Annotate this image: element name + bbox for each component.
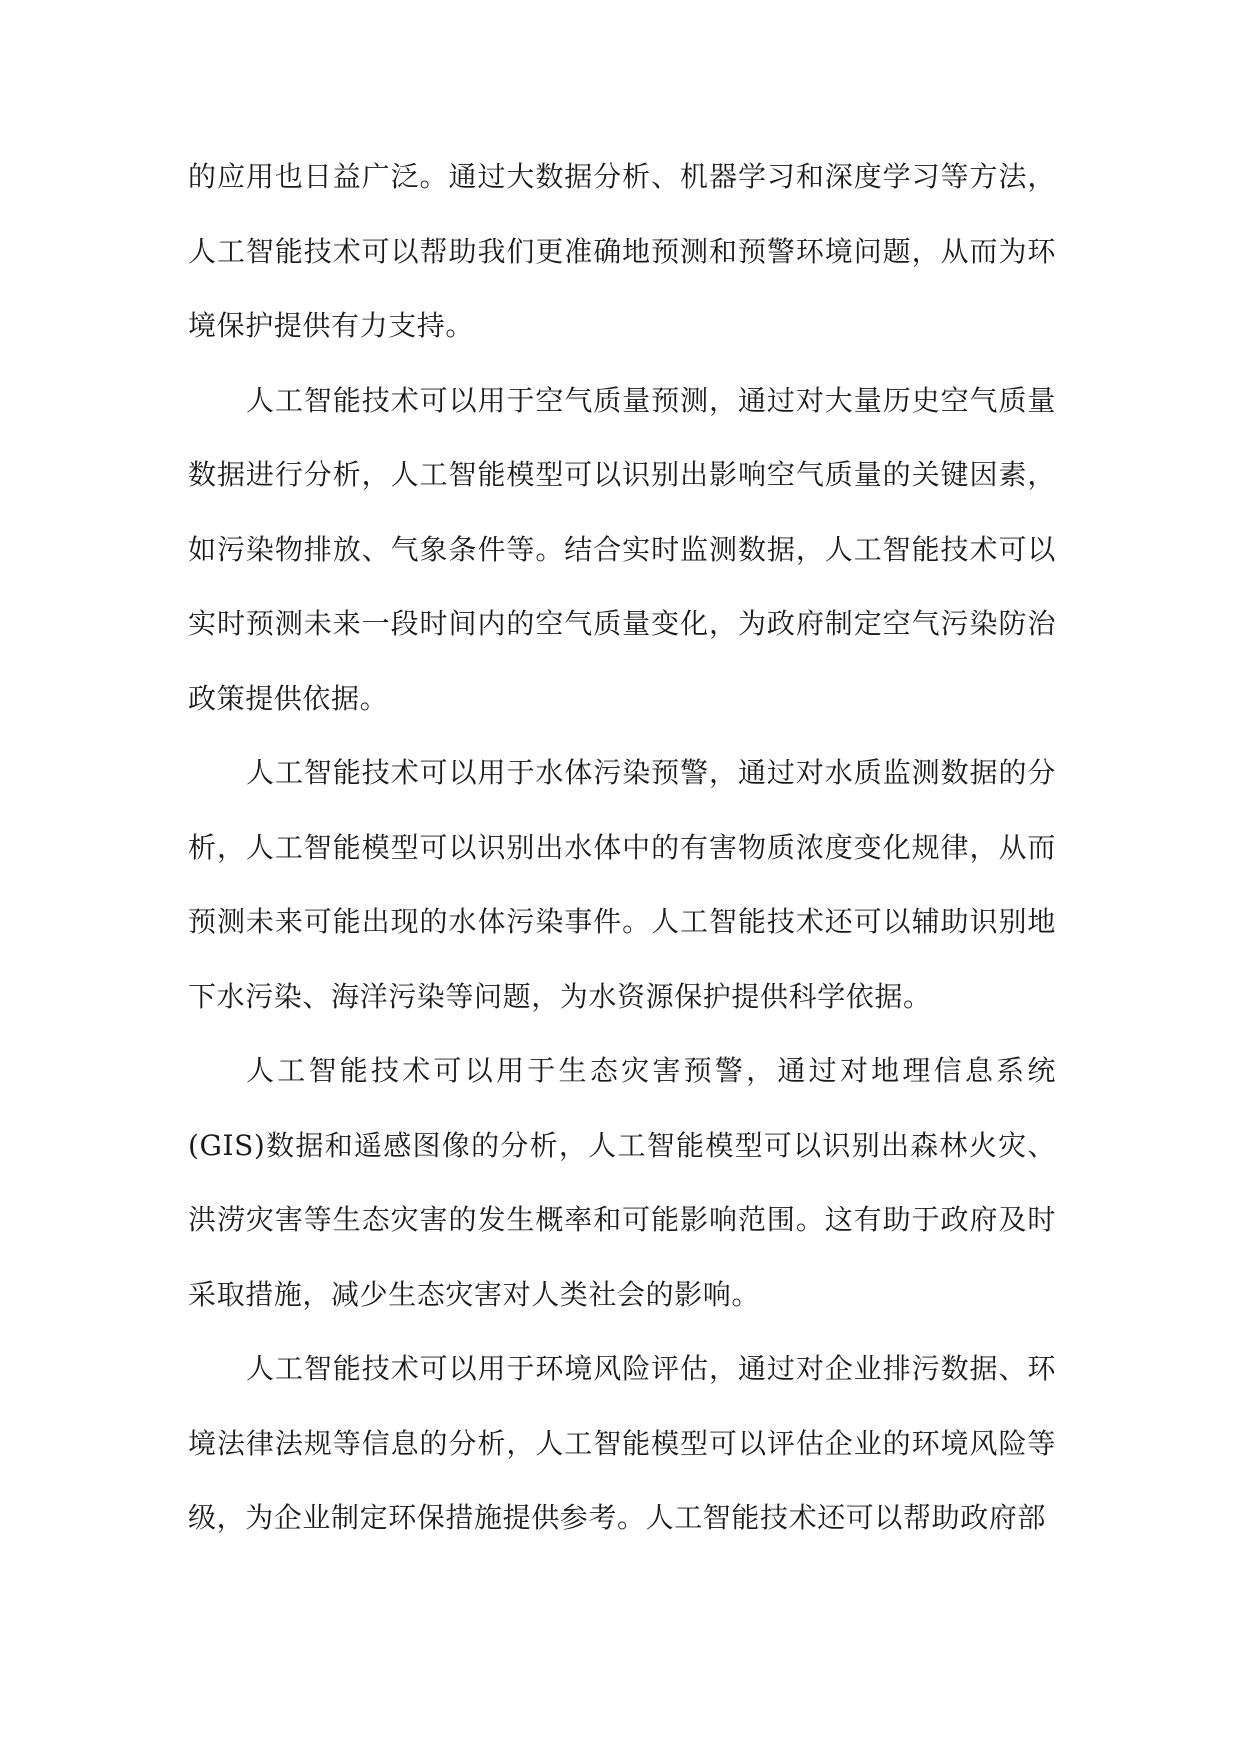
paragraph-5: 人工智能技术可以用于环境风险评估，通过对企业排污数据、环境法律法规等信息的分析，人工智能模型可以评估企业的环境风险等级，为企业制定环保措施提供参考。人工智能技术还可以帮助政府部 bbox=[188, 1352, 1056, 1534]
document-body bbox=[188, 140, 1056, 1556]
paragraph-2: 人工智能技术可以用于空气质量预测，通过对大量历史空气质量数据进行分析，人工智能模型可以识别出影响空气质量的关键因素，如污染物排放、气象条件等。结合实时监测数据，人工智能技术可以实时预测未来一段时间内的空气质量变化，为政府制定空气污染防治政策提供依据。 bbox=[188, 383, 1056, 715]
paragraph-3: 人工智能技术可以用于水体污染预警，通过对水质监测数据的分析，人工智能模型可以识别出水体中的有害物质浓度变化规律，从而预测未来可能出现的水体污染事件。人工智能技术还可以辅助识别地下水污染、海洋污染等问题，为水资源保护提供科学依据。 bbox=[188, 756, 1056, 1013]
paragraph-4: 人工智能技术可以用于生态灾害预警，通过对地理信息系统(GIS)数据和遥感图像的分析，人工智能模型可以识别出森林火灾、洪涝灾害等生态灾害的发生概率和可能影响范围。这有助于政府及时采取措施，减少生态灾害对人类社会的影响。 bbox=[188, 1054, 1056, 1311]
paragraph-1: 的应用也日益广泛。通过大数据分析、机器学习和深度学习等方法，人工智能技术可以帮助我们更准确地预测和预警环境问题，从而为环境保护提供有力支持。 bbox=[188, 160, 1056, 342]
